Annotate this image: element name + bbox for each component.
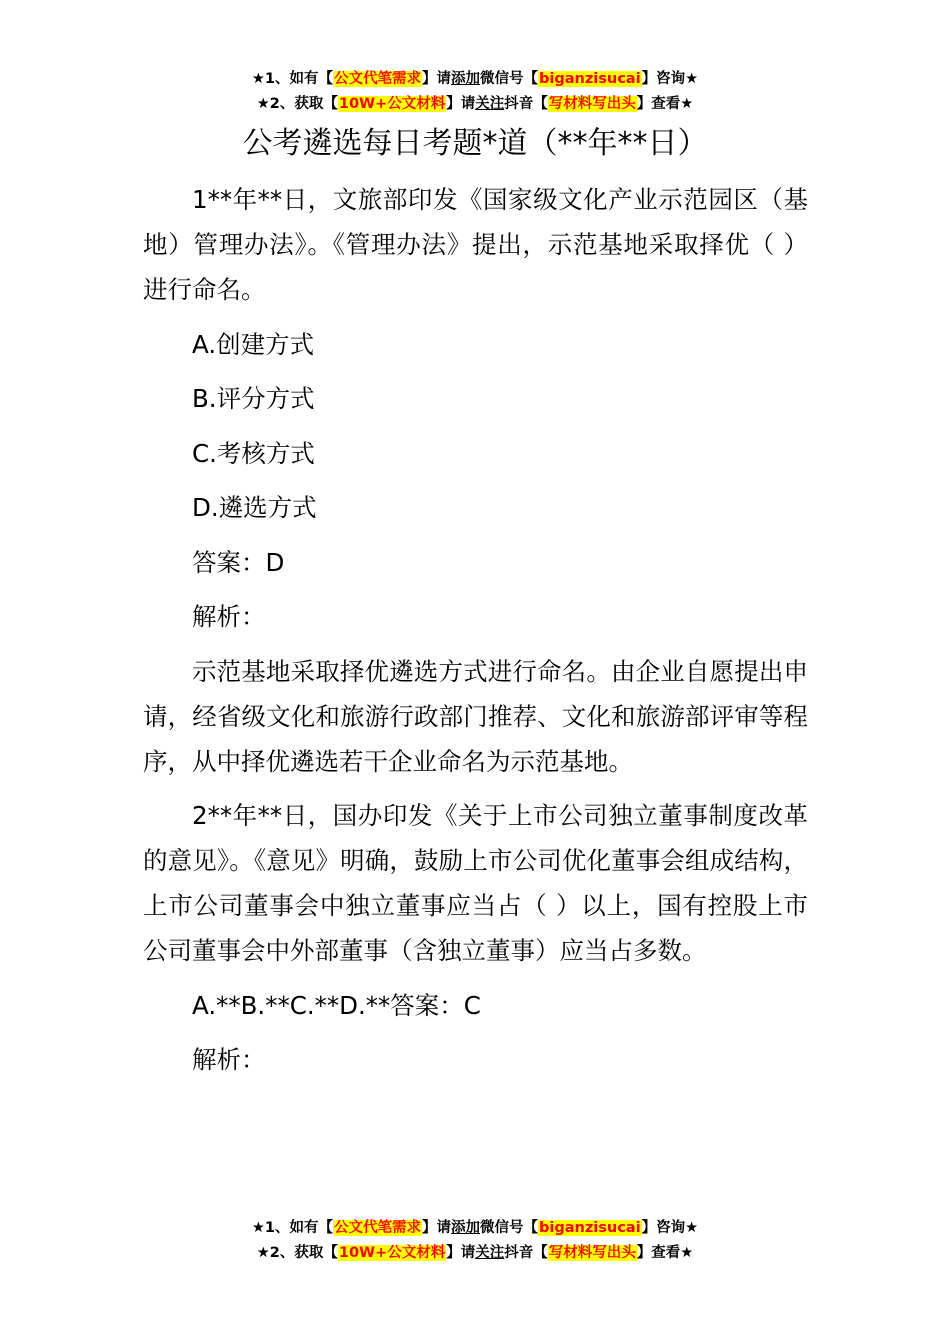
page-title: 公考遴选每日考题*道（**年**日） — [242, 126, 708, 161]
highlight-wechat-id: biganzisucai — [539, 1220, 641, 1236]
highlight-douyin: 写材料写出头 — [548, 1245, 636, 1261]
header-banner — [0, 67, 950, 117]
question-2-stem: 2**年**日，国办印发《关于上市公司独立董事制度改革的意见》。《意见》明确，鼓励上市公司优化董事会组成结构，上市公司董事会中独立董事应当占（ ）以上，国有控股上市公司董事会中外部董事（含独立董事）应当占多数。 — [143, 801, 808, 965]
question-1-option-c: C.考核方式 — [192, 438, 315, 468]
banner-text: 】请 — [446, 1245, 476, 1261]
highlight-douyin: 写材料写出头 — [548, 96, 636, 112]
question-1-option-b: B.评分方式 — [192, 384, 315, 413]
banner-line-1 — [0, 1216, 950, 1241]
banner-line-1 — [0, 67, 950, 92]
question-1-option-a: A.创建方式 — [192, 329, 315, 359]
banner-text: ★1、如有【 — [251, 1220, 334, 1236]
banner-text: 】咨询★ — [641, 71, 699, 87]
question-2-options-answer: A.**B.**C.**D.**答案：C — [192, 990, 481, 1020]
question-1-answer: 答案：D — [192, 547, 285, 577]
question-1-analysis-label: 解析： — [192, 602, 266, 631]
banner-text: ★2、获取【 — [256, 1245, 338, 1261]
banner-text: ★1、如有【 — [251, 71, 334, 87]
document-body — [143, 177, 808, 1092]
highlight-materials: 10W+公文材料 — [338, 1245, 446, 1261]
banner-line-2 — [0, 92, 950, 117]
question-1-analysis: 示范基地采取择优遴选方式进行命名。由企业自愿提出申请，经省级文化和旅游行政部门推荐、文化和旅游部评审等程序，从中择优遴选若干企业命名为示范基地。 — [143, 656, 808, 776]
highlight-service: 公文代笔需求 — [334, 1220, 422, 1236]
question-1-option-d: D.遴选方式 — [192, 493, 317, 522]
banner-text: 】请 — [422, 1220, 452, 1236]
banner-text: 】查看★ — [636, 96, 694, 112]
underlined-text: 添加 — [451, 71, 481, 87]
question-2-analysis-label: 解析： — [192, 1045, 266, 1074]
banner-text: 】请 — [422, 71, 452, 87]
banner-text: 】咨询★ — [641, 1220, 699, 1236]
banner-text: ★2、获取【 — [256, 96, 338, 112]
highlight-service: 公文代笔需求 — [334, 71, 422, 87]
underlined-text: 关注 — [475, 1245, 505, 1261]
banner-text: 抖音【 — [504, 96, 548, 112]
highlight-materials: 10W+公文材料 — [338, 96, 446, 112]
underlined-text: 添加 — [451, 1220, 481, 1236]
banner-text: 微信号【 — [480, 71, 539, 87]
banner-text: 抖音【 — [504, 1245, 548, 1261]
banner-text: 】查看★ — [636, 1245, 694, 1261]
banner-line-2 — [0, 1241, 950, 1266]
question-1-stem: 1**年**日，文旅部印发《国家级文化产业示范园区（基地）管理办法》。《管理办法》提出，示范基地采取择优（ ）进行命名。 — [143, 185, 808, 304]
underlined-text: 关注 — [475, 96, 505, 112]
footer-banner — [0, 1216, 950, 1266]
banner-text: 】请 — [446, 96, 476, 112]
highlight-wechat-id: biganzisucai — [539, 71, 641, 87]
banner-text: 微信号【 — [480, 1220, 539, 1236]
